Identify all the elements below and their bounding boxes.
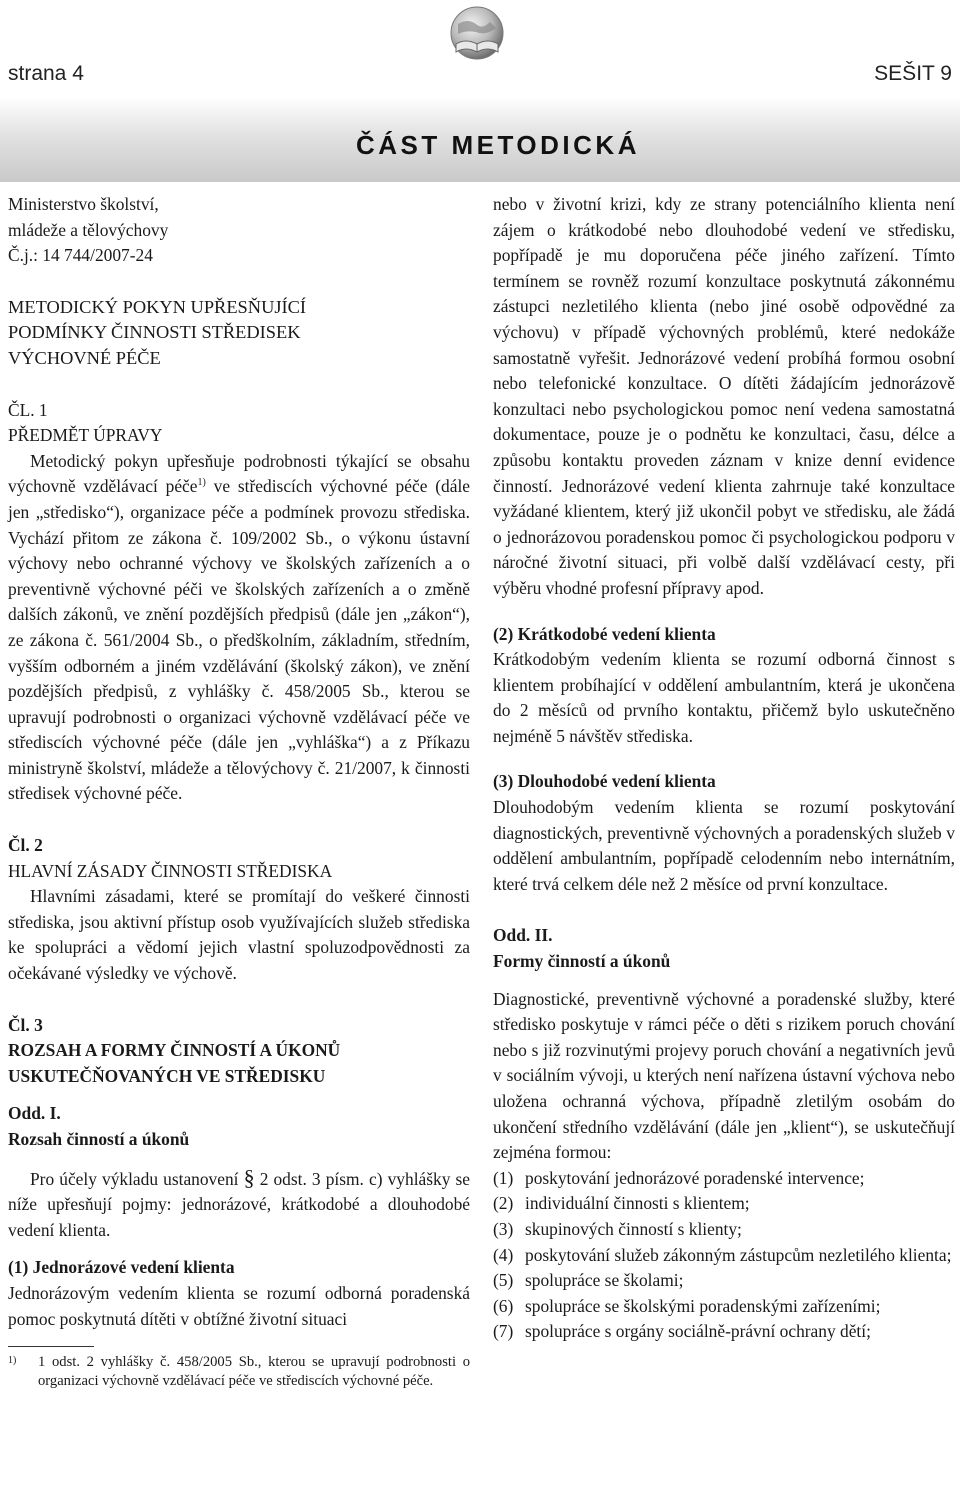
forms-list	[493, 1166, 955, 1345]
addressee-line: Ministerstvo školství,	[8, 194, 159, 214]
list-item: (2) individuální činnosti s klientem;	[493, 1193, 750, 1214]
section-heading: (3) Dlouhodobé vedení klienta	[493, 771, 716, 792]
article-number: Čl. 3	[8, 1014, 43, 1035]
footnote-reference: 1)	[197, 477, 206, 489]
article-2-text: Hlavními zásadami, které se promítají do veškeré činnosti střediska, jsou aktivní přístup osob využívajících služeb střediska ke spolupráci a vědomí jejich vlastní spoluzodpovědnosti za očekávané výsledky ve výchově.	[8, 886, 470, 984]
section-text: Jednorázovým vedením klienta se rozumí odborná poradenská pomoc poskytnutá dítěti v obtížné životní situaci	[8, 1282, 470, 1329]
article-title: HLAVNÍ ZÁSADY ČINNOSTI STŘEDISKA	[8, 860, 333, 881]
right-column	[493, 192, 955, 1345]
list-item: (1) poskytování jednorázové poradenské intervence;	[493, 1167, 865, 1188]
footnote: 1) 1 odst. 2 vyhlášky č. 458/2005 Sb., kterou se upravují podrobnosti o organizaci výchovně vzdělávací péče ve střediscích výchovné péče.	[8, 1353, 470, 1391]
division-title: Formy činností a úkonů	[493, 951, 671, 972]
globe-book-logo-icon	[446, 4, 508, 66]
division-text: Diagnostické, preventivně výchovné a poradenské služby, které středisko poskytuje v rámci péče o děti s rizikem poruch chování nebo s již rozvinutými projevy poruch chování a negativních jevů v sociálním vývoji, u kterých není nařízena ústavní výchova nebo uložena ochranná výchova, případně zletilým osobám do ukončení středního vzdělávání (dále jen „klient“), se uskutečňují zejména formou:	[493, 988, 955, 1163]
list-item: (5) spolupráce se školami;	[493, 1270, 684, 1291]
article-title: USKUTEČŇOVANÝCH VE STŘEDISKU	[8, 1065, 326, 1086]
left-column	[8, 192, 470, 1391]
document-title-line: VÝCHOVNÉ PÉČE	[8, 347, 161, 368]
division-number: Odd. I.	[8, 1103, 61, 1124]
list-item: (4) poskytování služeb zákonným zástupcům nezletilého klienta;	[493, 1244, 952, 1265]
article-number: Čl. 2	[8, 835, 43, 856]
list-item: (7) spolupráce s orgány sociálně-právní ochrany dětí;	[493, 1321, 871, 1342]
division-number: Odd. II.	[493, 925, 553, 946]
document-title-line: PODMÍNKY ČINNOSTI STŘEDISEK	[8, 322, 301, 343]
addressee-line: mládeže a tělovýchovy	[8, 219, 169, 240]
section-sign: §	[243, 1164, 255, 1190]
section-text: Dlouhodobým vedením klienta se rozumí poskytování diagnostických, preventivně výchovných a poradenských služeb v oddělení ambulantním, popřípadě celodenním nebo internátním, které trvá celkem déle než 2 měsíce od první konzultace.	[493, 797, 955, 894]
article-title: PŘEDMĚT ÚPRAVY	[8, 425, 163, 446]
footnote-mark: 1)	[8, 1355, 17, 1367]
article-title: ROZSAH A FORMY ČINNOSTÍ A ÚKONŮ	[8, 1040, 341, 1061]
article-number: ČL. 1	[8, 399, 48, 420]
footnote-rule	[8, 1346, 94, 1347]
reference-number: Č.j.: 14 744/2007-24	[8, 245, 153, 266]
list-item: (3) skupinových činností s klienty;	[493, 1218, 742, 1239]
banner-title: ČÁST METODICKÁ	[356, 130, 640, 160]
list-item: (6) spolupráce se školskými poradenskými zařízeními;	[493, 1295, 881, 1316]
section-text: Krátkodobým vedením klienta se rozumí odborná činnost s klientem probíhající v oddělení ambulantním, která je ukončena do 2 měsíců od prvního kontaktu, přičemž bylo uskutečněno nejméně 5 návštěv střediska.	[493, 649, 955, 746]
continued-text: nebo v životní krizi, kdy ze strany potenciálního klienta není zájem o krátkodobé nebo dlouhodobé vedení ve středisku, popřípadě je mu doporučena péče jiného zařízení. Tímto termínem se rovněž rozumí konzultace poskytnutá zákonnému zástupci nezletilého klienta (nebo jiné osobě odpovědné za výchovu) v případě výchovných problémů, které nedokáže samostatně vyřešit. Jednorázové vedení probíhá formou osobní nebo telefonické konzultace. O dítěti žádajícím jednorázově konzultaci nebo psychologickou pomoc není vedena samostatná dokumentace, pouze je o podnětu ke konzultaci, času, délce a způsobu kontaktu proveden záznam v knize denní evidence činností. Jednorázové vedení klienta zahrnuje také konzultace vyžádané klientem, který již ukončil pobyt ve středisku, ale žádá o jednorázovou poradenskou pomoc či psychologickou podporu v náročné životní situaci, při volbě další vzdělávací cesty, při výběru vhodné profesní přípravy apod.	[493, 194, 955, 598]
issue-label: SEŠIT 9	[874, 62, 952, 85]
division-title: Rozsah činností a úkonů	[8, 1129, 190, 1149]
article-1-text: Metodický pokyn upřesňuje podrobnosti týkající se obsahu výchovně vzdělávací péče$^{1)}$ ve střediscích výchovné péče (dále jen „středisko“), organizace péče a podmínek provozu střediska. Vychází přitom ze zákona č. 109/2002 Sb., o výkonu ústavní výchovy nebo ochranné výchovy ve školských zařízeních a o preventivně výchovné péči ve školských zařízeních a o změně dalších zákonů, ve znění pozdějších předpisů (dále jen „zákon“), ze zákona č. 561/2004 Sb., o předškolním, základním, středním, vyšším odborném a jiném vzdělávání (školský zákon), ve znění pozdějších předpisů, z vyhlášky č. 458/2005 Sb., kterou se upravují podrobnosti o organizaci výchovně vzdělávací péče ve střediscích výchovné péče (dále jen „vyhláška“) a z Příkazu ministryně školství, mládeže a tělovýchovy č. 21/2007, k činnosti středisek výchovné péče.	[8, 450, 470, 804]
section-heading: (2) Krátkodobé vedení klienta	[493, 623, 716, 644]
section-heading: (1) Jednorázové vedení klienta	[8, 1257, 235, 1278]
document-title-line: METODICKÝ POKYN UPŘESŇUJÍCÍ	[8, 296, 307, 317]
page-number: strana 4	[8, 62, 84, 85]
article-3-text: Pro účely výkladu ustanovení § 2 odst. 3 písm. c) vyhlášky se níže upřesňují pojmy: jednorázové, krátkodobé a dlouhodobé vedení klienta.	[8, 1164, 470, 1240]
